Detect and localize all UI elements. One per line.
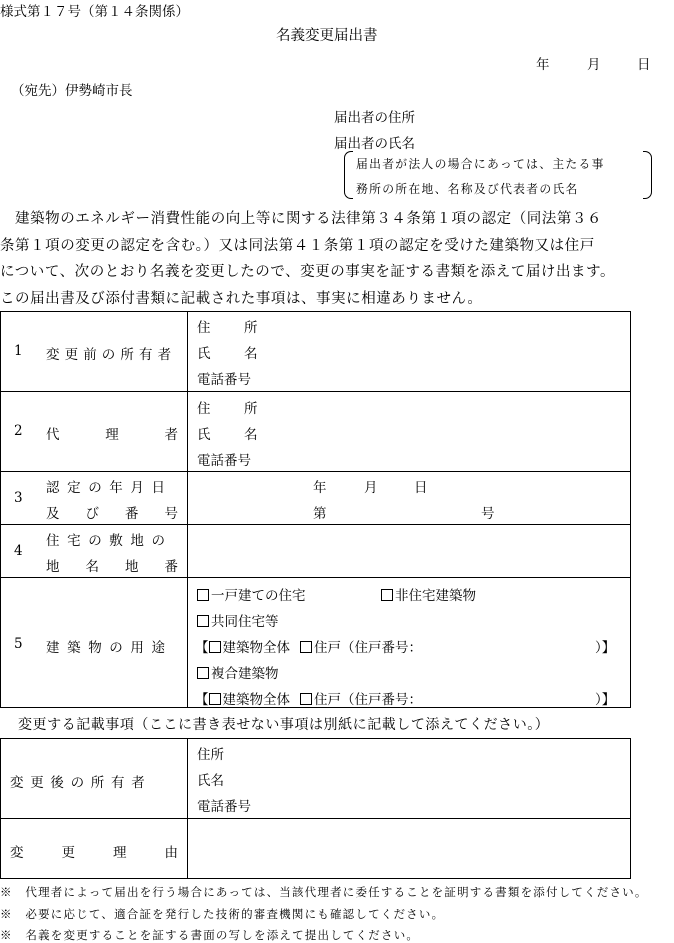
certification-date-label: 認定の年月日 — [46, 480, 173, 496]
mixed-unit-label: 住戸（住戸番号： — [314, 692, 422, 708]
row-number: 3 — [14, 490, 23, 506]
non-residential-label: 非住宅建築物 — [395, 588, 476, 604]
certification-year-label: 年 — [313, 480, 327, 496]
table-column-divider — [187, 311, 188, 708]
use-option-mixed[interactable] — [197, 662, 279, 682]
apartment-unit-label: 住戸（住戸番号： — [314, 640, 422, 656]
agent-name-label: 氏 名 — [197, 427, 268, 443]
note-bracket-left — [344, 151, 353, 199]
note-item: ※ 名義を変更することを証する書面の写しを添えて提出してください。 — [0, 928, 420, 942]
note-bracket-right — [643, 151, 652, 199]
certification-number-label: 及 び 番 号 — [46, 506, 178, 522]
new-owner-name-label: 氏名 — [197, 773, 224, 789]
bracket-open: 【 — [195, 692, 209, 708]
table-row-divider — [0, 391, 631, 392]
row-number: 5 — [14, 636, 23, 652]
lot-number-label: 地 名 地 番 — [46, 559, 178, 575]
previous-owner-phone-label: 電話番号 — [197, 372, 251, 388]
table-row-divider — [0, 577, 631, 578]
bracket-open: 【 — [195, 640, 209, 656]
mixed-unit-close: ）】 — [595, 692, 616, 708]
previous-owner-name-label: 氏 名 — [197, 346, 268, 362]
table-row-divider — [0, 471, 631, 472]
new-owner-address-label: 住所 — [197, 747, 224, 763]
certification-no-suffix: 号 — [481, 506, 495, 522]
declaration-paragraph — [0, 206, 674, 312]
new-owner-label: 変更後の所有者 — [10, 775, 152, 791]
addressee: （宛先）伊勢崎市長 — [11, 83, 133, 99]
corporate-note-line-2: 務所の所在地、名称及び代表者の氏名 — [356, 182, 579, 196]
mixed-unit-checkbox[interactable] — [300, 693, 312, 705]
declaration-line: この届出書及び添付書類に記載された事項は、事実に相違ありません。 — [0, 290, 483, 307]
mixed-whole-checkbox[interactable] — [209, 693, 221, 705]
row-number: 1 — [14, 343, 23, 359]
change-reason-label: 変 更 理 由 — [10, 845, 178, 861]
apartment-label: 共同住宅等 — [211, 614, 279, 630]
corporate-note-line-1: 届出者が法人の場合にあっては、主たる事 — [356, 157, 605, 171]
apartment-whole-label: 建築物全体 — [222, 640, 290, 656]
new-owner-phone-label: 電話番号 — [197, 799, 251, 815]
use-option-detached[interactable] — [197, 584, 306, 604]
site-label: 住宅の敷地の — [46, 533, 173, 549]
page-title: 名義変更届出書 — [276, 28, 378, 44]
previous-owner-label: 変更前の所有者 — [46, 347, 177, 363]
declaration-line: 建築物のエネルギー消費性能の向上等に関する法律第３４条第１項の認定（同法第３６ — [0, 211, 602, 227]
table-row-divider — [0, 818, 631, 819]
apartment-checkbox[interactable] — [197, 615, 209, 627]
notifier-address-label: 届出者の住所 — [334, 110, 415, 126]
agent-label: 代 理 者 — [46, 427, 178, 443]
row-number: 4 — [14, 543, 23, 559]
date-day-label: 日 — [637, 57, 651, 73]
apartment-unit-close: ）】 — [595, 640, 616, 656]
use-option-non-residential[interactable] — [381, 584, 476, 604]
note-item: ※ 代理者によって届出を行う場合にあっては、当該代理者に委任することを証明する書類を添付してください。 — [0, 885, 648, 899]
notifier-name-label: 届出者の氏名 — [334, 136, 415, 152]
table-column-divider — [187, 738, 188, 879]
agent-address-label: 住 所 — [197, 401, 268, 417]
row-number: 2 — [14, 423, 23, 439]
certification-month-label: 月 — [364, 480, 378, 496]
apartment-sub-options — [195, 636, 422, 656]
detached-label: 一戸建ての住宅 — [211, 588, 306, 604]
certification-day-label: 日 — [414, 480, 428, 496]
declaration-line: について、次のとおり名義を変更したので、変更の事実を証する書類を添えて届け出ます。 — [0, 264, 616, 280]
mixed-sub-options — [195, 688, 422, 708]
date-month-label: 月 — [587, 57, 601, 73]
certification-no-prefix: 第 — [313, 506, 327, 522]
mixed-checkbox[interactable] — [197, 667, 209, 679]
date-year-label: 年 — [536, 57, 550, 73]
building-use-label: 建築物の用途 — [46, 640, 173, 656]
mixed-whole-label: 建築物全体 — [222, 692, 290, 708]
use-option-apartment[interactable] — [197, 610, 279, 630]
note-item: ※ 必要に応じて、適合証を発行した技術的審査機関にも確認してください。 — [0, 907, 445, 921]
form-number: 様式第１７号（第１４条関係） — [0, 4, 189, 20]
mixed-label: 複合建築物 — [211, 666, 279, 682]
apartment-unit-checkbox[interactable] — [300, 641, 312, 653]
table-row-divider — [0, 524, 631, 525]
section-heading: 変更する記載事項（ここに書き表せない事項は別紙に記載して添えてください。） — [18, 717, 550, 733]
agent-phone-label: 電話番号 — [197, 453, 251, 469]
apartment-whole-checkbox[interactable] — [209, 641, 221, 653]
non-residential-checkbox[interactable] — [381, 589, 393, 601]
previous-owner-address-label: 住 所 — [197, 320, 268, 336]
declaration-line: 条第１項の変更の認定を含む。）又は同法第４１条第１項の認定を受けた建築物又は住戸 — [0, 237, 595, 254]
detached-checkbox[interactable] — [197, 589, 209, 601]
